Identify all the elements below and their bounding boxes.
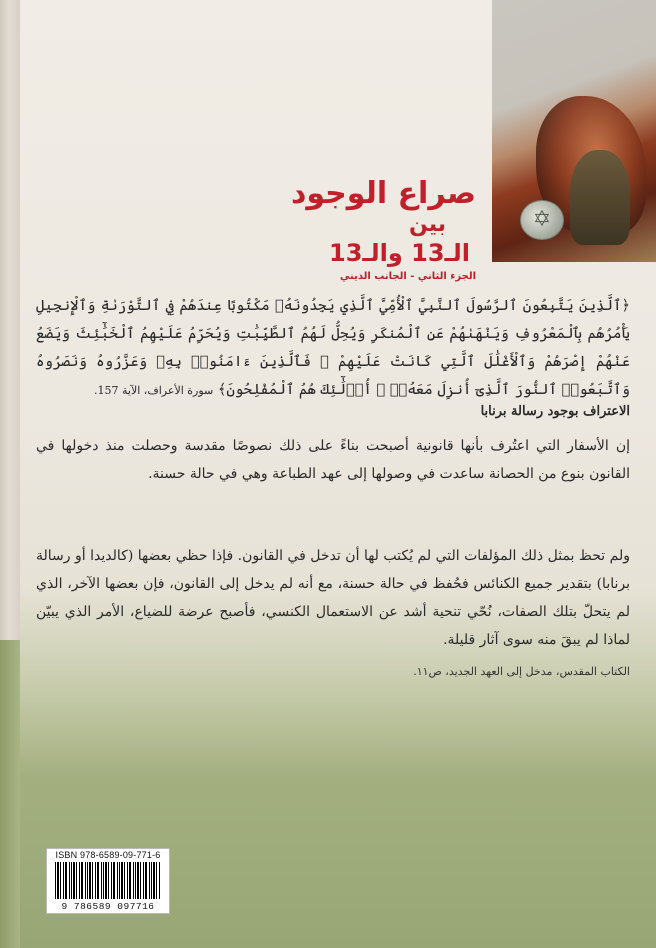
isbn-barcode-box xyxy=(46,848,170,914)
part-label: الجزء الثاني - الجانب الديني xyxy=(339,271,476,282)
barcode xyxy=(55,862,161,899)
star-of-david-icon: ✡ xyxy=(520,200,564,240)
paragraph-1: إن الأسفار التي اعتُرف بأنها قانونية أصبحت بناءً على ذلك نصوصًا مقدسة وحصلت منذ دخولها في القانون بنوع من الحصانة ساعدت في وصولها إلى عهد الطباعة وهي في حالة حسنة. xyxy=(36,438,630,482)
quran-verse xyxy=(36,292,630,405)
isbn-label: ISBN 978-6589-09-771-6 xyxy=(55,850,161,860)
book-title: صراع الوجود xyxy=(290,176,476,211)
section-heading: الاعتراف بوجود رسالة برنابا xyxy=(480,404,630,419)
paragraph-2: ولم تحظ بمثل ذلك المؤلفات التي لم يُكتب لها أن تدخل في القانون. فإذا حظي بعضها (كالديدا أو رسالة برنابا) بتقدير جميع الكنائس فحُفظ في حالة حسنة، مع أنه لم يدخل إلى القانون، فإن بعضها الآخر، الذي لم يتحلّ بتلك الصفات، نُحّي تنحية أشد عن الاستعمال الكنسي، فأصبح عرضة للضياع، الأمر الذي يبيّن لماذا لم يبقَ منه سوى آثار قليلة. xyxy=(36,548,630,648)
book-spine-lower xyxy=(0,640,20,948)
cover-photo xyxy=(492,0,656,262)
verse-reference: سورة الأعراف، الآية 157. xyxy=(94,384,214,397)
verse-text: ﴿ٱلَّذِينَ يَتَّبِعُونَ ٱلرَّسُولَ ٱلنَّبِيَّ ٱلْأُمِّيَّ ٱلَّذِي يَجِدُونَهُۥ مَكْتُوبًا عِندَهُمْ فِي ٱلتَّوْرَىٰةِ وَٱلْإِنجِيلِ يَأْمُرُهُم بِٱلْمَعْرُوفِ وَيَنْهَىٰهُمْ عَنِ ٱلْمُنكَرِ وَيُحِلُّ لَهُمُ ٱلطَّيِّبَٰتِ وَيُحَرِّمُ عَلَيْهِمُ ٱلْخَبَٰٓئِثَ وَيَضَعُ عَنْهُمْ إِصْرَهُمْ وَٱلْأَغْلَٰلَ ٱلَّتِي كَانَتْ عَلَيْهِمْ ۚ فَٱلَّذِينَ ءَامَنُوا۟ بِهِۦ وَعَزَّرُوهُ وَنَصَرُوهُ وَٱتَّبَعُوا۟ ٱلنُّورَ ٱلَّذِىٓ أُنزِلَ مَعَهُۥٓ ۙ أُو۟لَٰٓئِكَ هُمُ ٱلْمُفْلِحُونَ﴾ xyxy=(36,298,630,398)
isbn-digits: 9 786589 097716 xyxy=(61,901,155,912)
source-citation: الكتاب المقدس، مدخل إلى العهد الجديد، ص١١. xyxy=(413,665,630,678)
title-numbers: الـ13 والـ13 xyxy=(329,239,470,267)
rider-figure xyxy=(570,150,630,245)
title-block xyxy=(291,176,476,284)
title-between: بين xyxy=(408,212,446,237)
